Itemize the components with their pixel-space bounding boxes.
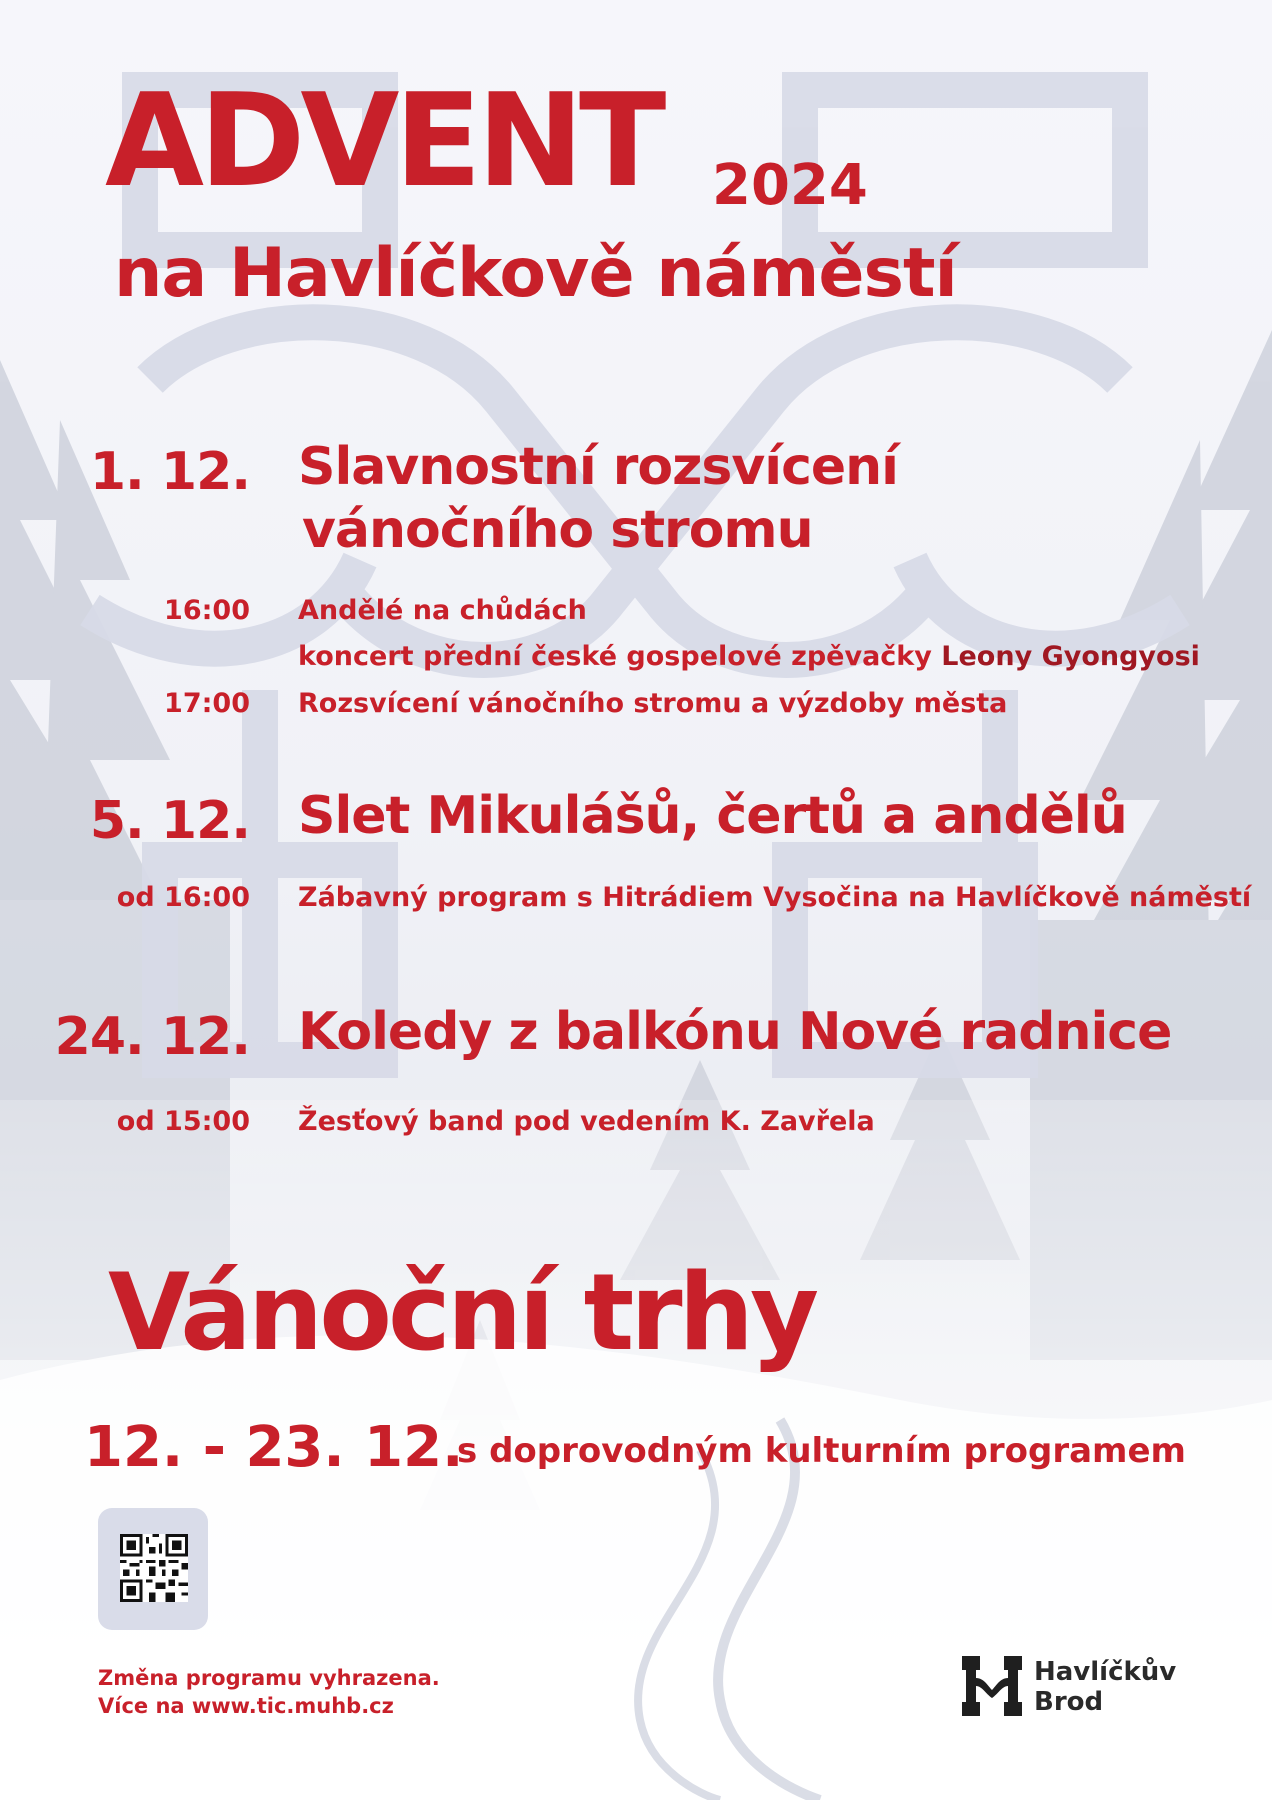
qr-code-icon [120, 1534, 188, 1602]
page-subtitle: na Havlíčkově náměstí [114, 234, 957, 313]
event-title: Koledy z balkónu Nové radnice [298, 1002, 1172, 1062]
event-title: Slet Mikulášů, čertů a andělů [298, 786, 1127, 846]
event-date: 1. 12. [89, 442, 250, 502]
havlickuv-brod-logo-icon [962, 1656, 1022, 1716]
markets-title: Vánoční trhy [108, 1251, 816, 1374]
event-title [298, 436, 898, 563]
qr-code[interactable] [98, 1508, 208, 1630]
event-time: 16:00 [164, 595, 250, 626]
markets-subtitle: s doprovodným kulturním programem [457, 1431, 1186, 1471]
event-time: od 16:00 [116, 882, 250, 913]
event-description: Žesťový band pod vedením K. Zavřela [298, 1106, 875, 1137]
logo-text-line: Brod [1034, 1687, 1104, 1717]
event-title-line: Slavnostní rozsvícení [298, 437, 899, 497]
event-description-text: koncert přední české gospelové zpěvačky [298, 641, 942, 672]
logo-text-line: Havlíčkův [1034, 1657, 1177, 1687]
event-description [298, 643, 1200, 670]
footer-note: Změna programu vyhrazena. [98, 1666, 440, 1690]
event-time: 17:00 [164, 688, 250, 719]
year-label: 2024 [712, 153, 868, 218]
event-date: 24. 12. [54, 1007, 250, 1067]
event-time: od 15:00 [116, 1106, 250, 1137]
markets-date-range: 12. - 23. 12. [84, 1415, 464, 1480]
event-description: Zábavný program s Hitrádiem Vysočina na Havlíčkově náměstí [298, 882, 1252, 913]
performer-name: Leony Gyongyosi [941, 641, 1200, 672]
footer-website[interactable]: Více na www.tic.muhb.cz [98, 1694, 394, 1718]
event-description: Andělé na chůdách [298, 595, 587, 626]
event-title-line: vánočního stromu [302, 500, 813, 561]
event-date: 5. 12. [89, 791, 250, 851]
page-title: ADVENT [105, 67, 662, 216]
event-description: Rozsvícení vánočního stromu a výzdoby města [298, 688, 1008, 719]
